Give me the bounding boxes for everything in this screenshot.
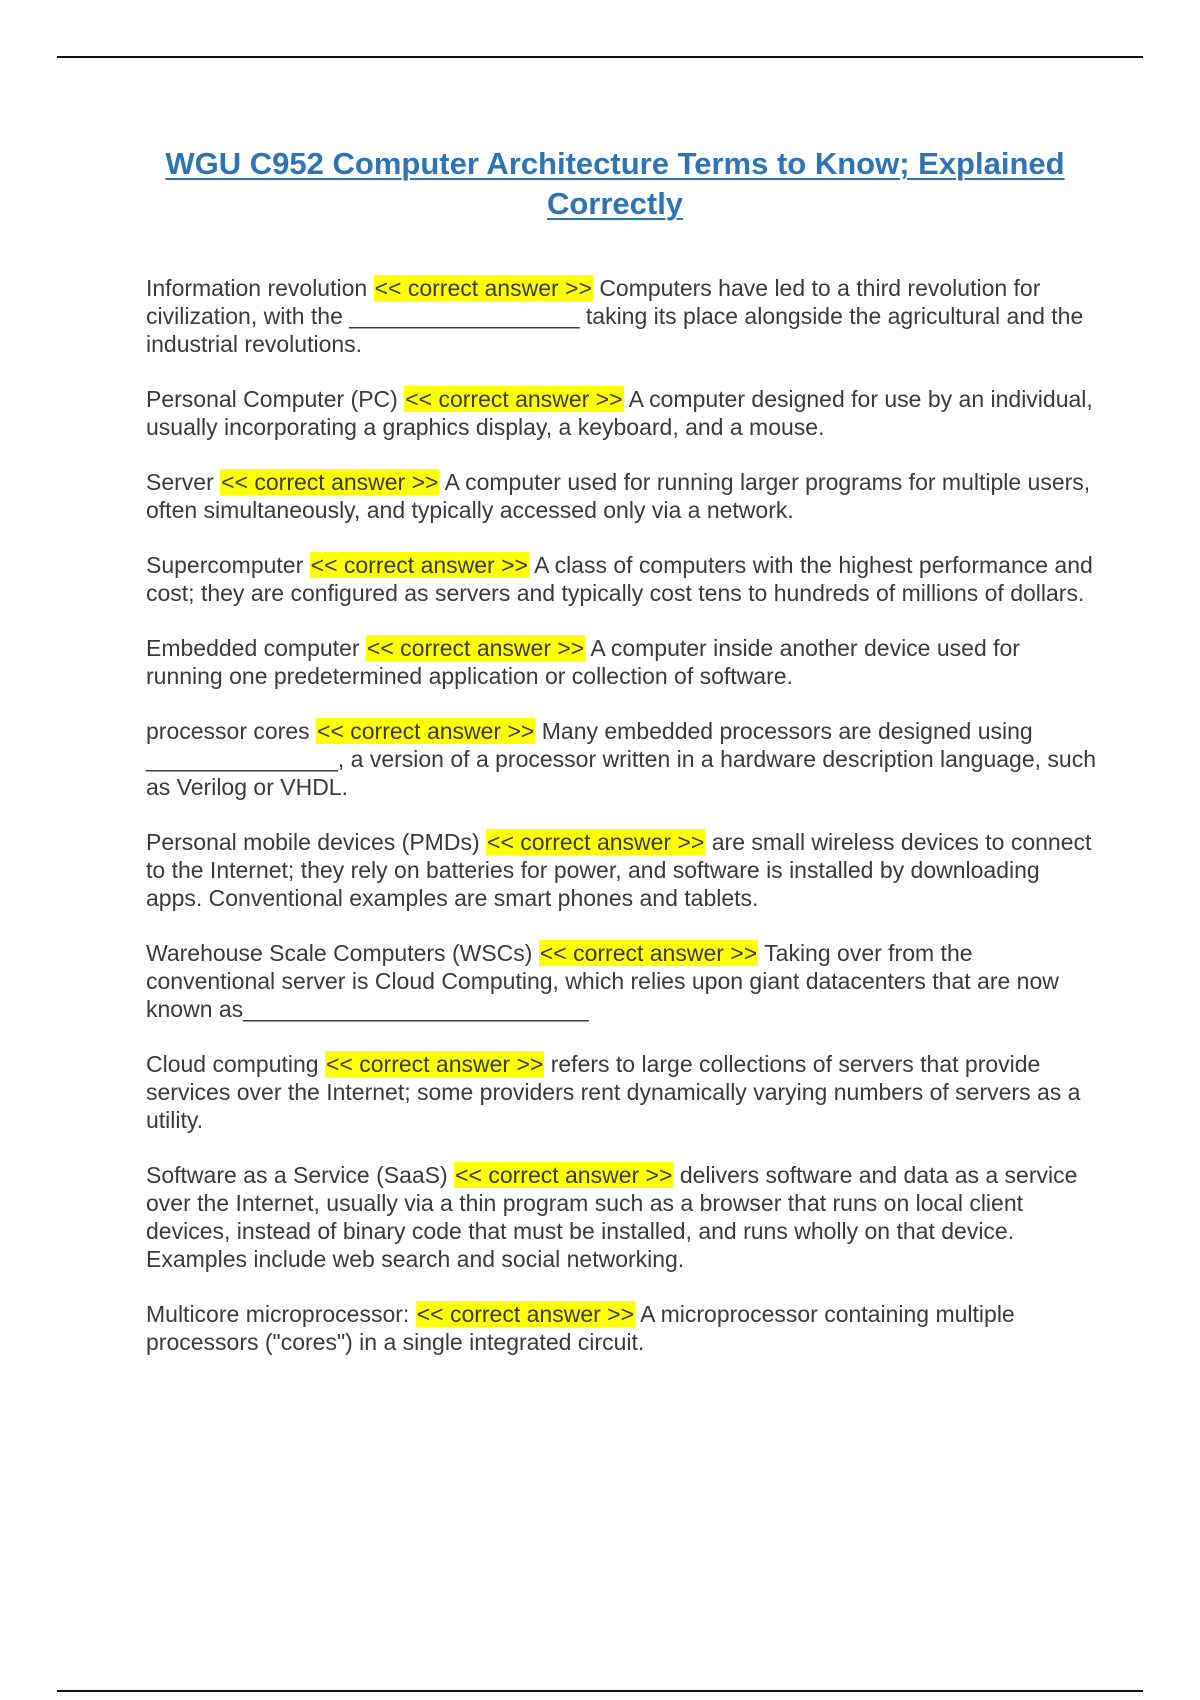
- answer-marker: << correct answer >>: [416, 1301, 635, 1327]
- answer-marker: << correct answer >>: [221, 469, 439, 495]
- term-entry: [146, 1300, 1096, 1356]
- term-entry: [146, 634, 1096, 690]
- answer-marker: << correct answer >>: [366, 635, 585, 661]
- term-definition: are small wireless devices to connect to the Internet; they rely on batteries for power, and software is installed by downloading apps. Conventional examples are smart phones and tablets.: [146, 829, 1092, 911]
- term-name: Personal Computer (PC): [146, 386, 398, 412]
- term-entry: [146, 551, 1096, 607]
- term-entry: [146, 1050, 1096, 1134]
- answer-marker: << correct answer >>: [455, 1162, 673, 1188]
- answer-marker: << correct answer >>: [326, 1051, 544, 1077]
- terms-list: [146, 274, 1096, 1383]
- answer-marker: << correct answer >>: [310, 552, 528, 578]
- term-definition: Taking over from the conventional server is Cloud Computing, which relies upon giant datacenters that are now known as___________________________: [146, 940, 1059, 1022]
- term-definition: A computer designed for use by an individual, usually incorporating a graphics display, a keyboard, and a mouse.: [146, 386, 1093, 440]
- term-definition: A microprocessor containing multiple processors ("cores") in a single integrated circuit.: [146, 1301, 1015, 1355]
- term-definition: delivers software and data as a service over the Internet, usually via a thin program such as a browser that runs on local client devices, instead of binary code that must be installed, and runs wholly on that device. Examples include web search and social networking.: [146, 1162, 1078, 1272]
- term-name: Warehouse Scale Computers (WSCs): [146, 940, 533, 966]
- footer-rule: [57, 1690, 1143, 1692]
- term-name: Embedded computer: [146, 635, 360, 661]
- document-title: WGU C952 Computer Architecture Terms to Know; Explained Correctly: [165, 146, 1065, 221]
- term-entry: [146, 274, 1096, 358]
- term-name: Supercomputer: [146, 552, 304, 578]
- term-definition: Many embedded processors are designed using _______________, a version of a processor written in a hardware description language, such as Verilog or VHDL.: [146, 718, 1097, 800]
- term-name: Cloud computing: [146, 1051, 319, 1077]
- answer-marker: << correct answer >>: [487, 829, 705, 855]
- term-name: Personal mobile devices (PMDs): [146, 829, 480, 855]
- term-entry: [146, 828, 1096, 912]
- term-definition: A class of computers with the highest performance and cost; they are configured as servers and typically cost tens to hundreds of millions of dollars.: [146, 552, 1093, 606]
- answer-marker: << correct answer >>: [317, 718, 535, 744]
- answer-marker: << correct answer >>: [374, 275, 592, 301]
- header-rule: [57, 56, 1143, 58]
- term-definition: A computer used for running larger programs for multiple users, often simultaneously, and typically accessed only via a network.: [146, 469, 1091, 523]
- term-name: Multicore microprocessor:: [146, 1301, 410, 1327]
- term-entry: [146, 468, 1096, 524]
- term-name: Software as a Service (SaaS): [146, 1162, 448, 1188]
- term-name: processor cores: [146, 718, 310, 744]
- term-name: Server: [146, 469, 214, 495]
- term-entry: [146, 717, 1096, 801]
- term-entry: [146, 939, 1096, 1023]
- term-definition: A computer inside another device used for running one predetermined application or collection of software.: [146, 635, 1020, 689]
- term-entry: [146, 1161, 1096, 1273]
- answer-marker: << correct answer >>: [539, 940, 758, 966]
- term-definition: refers to large collections of servers that provide services over the Internet; some providers rent dynamically varying numbers of servers as a utility.: [146, 1051, 1081, 1133]
- term-entry: [146, 385, 1096, 441]
- answer-marker: << correct answer >>: [405, 386, 623, 412]
- term-name: Information revolution: [146, 275, 368, 301]
- term-definition: Computers have led to a third revolution for civilization, with the __________________ taking its place alongside the agricultural and the industrial revolutions.: [146, 275, 1084, 357]
